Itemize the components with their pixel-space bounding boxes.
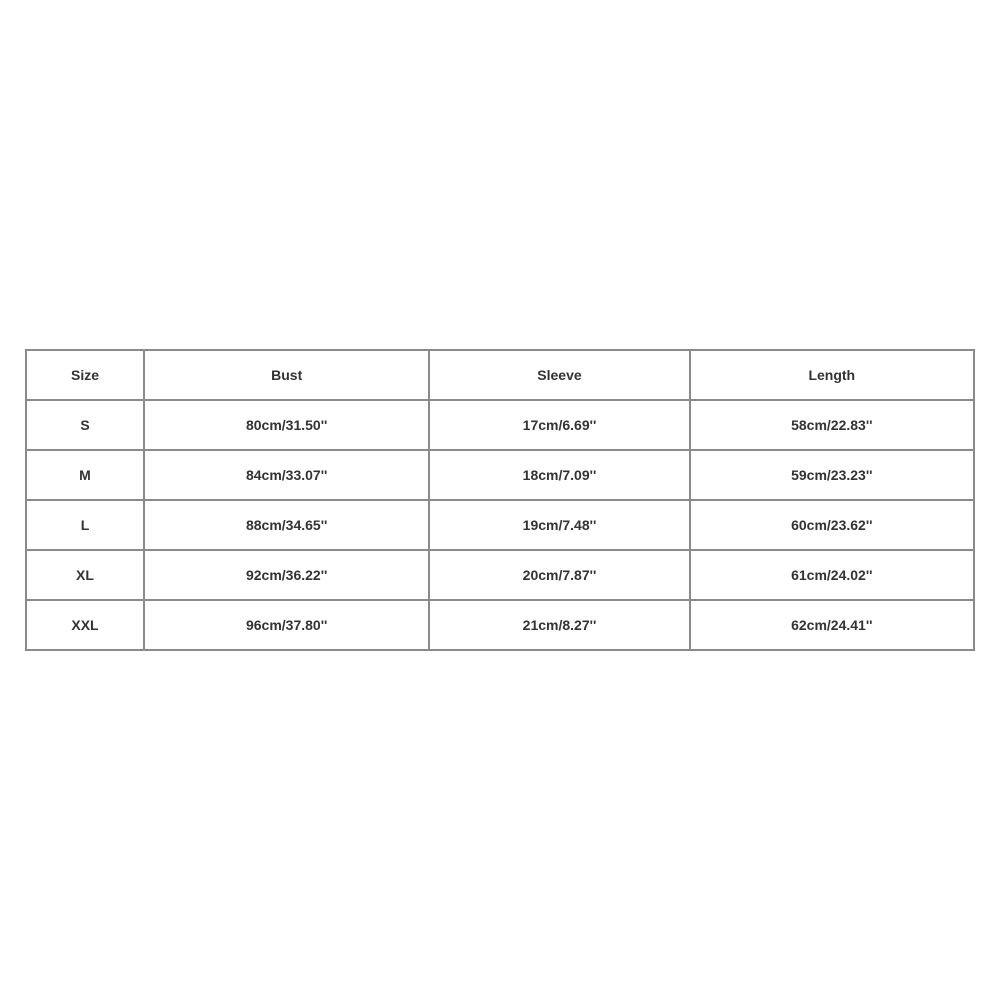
header-length: Length — [691, 351, 975, 401]
size-chart-table — [25, 349, 975, 651]
cell-size: S — [27, 401, 145, 451]
cell-length: 58cm/22.83'' — [691, 401, 975, 451]
cell-size: L — [27, 501, 145, 551]
cell-length: 60cm/23.62'' — [691, 501, 975, 551]
table-row — [27, 551, 975, 601]
cell-bust: 80cm/31.50'' — [145, 401, 430, 451]
cell-size: XXL — [27, 601, 145, 651]
table-row — [27, 601, 975, 651]
cell-bust: 92cm/36.22'' — [145, 551, 430, 601]
cell-sleeve: 20cm/7.87'' — [430, 551, 690, 601]
cell-sleeve: 21cm/8.27'' — [430, 601, 690, 651]
table-row — [27, 501, 975, 551]
cell-sleeve: 18cm/7.09'' — [430, 451, 690, 501]
header-row — [27, 351, 975, 401]
header-bust: Bust — [145, 351, 430, 401]
cell-bust: 96cm/37.80'' — [145, 601, 430, 651]
table-row — [27, 451, 975, 501]
cell-length: 59cm/23.23'' — [691, 451, 975, 501]
cell-size: M — [27, 451, 145, 501]
cell-sleeve: 17cm/6.69'' — [430, 401, 690, 451]
cell-sleeve: 19cm/7.48'' — [430, 501, 690, 551]
cell-size: XL — [27, 551, 145, 601]
table-row — [27, 401, 975, 451]
cell-length: 61cm/24.02'' — [691, 551, 975, 601]
cell-length: 62cm/24.41'' — [691, 601, 975, 651]
cell-bust: 84cm/33.07'' — [145, 451, 430, 501]
header-size: Size — [27, 351, 145, 401]
header-sleeve: Sleeve — [430, 351, 690, 401]
cell-bust: 88cm/34.65'' — [145, 501, 430, 551]
